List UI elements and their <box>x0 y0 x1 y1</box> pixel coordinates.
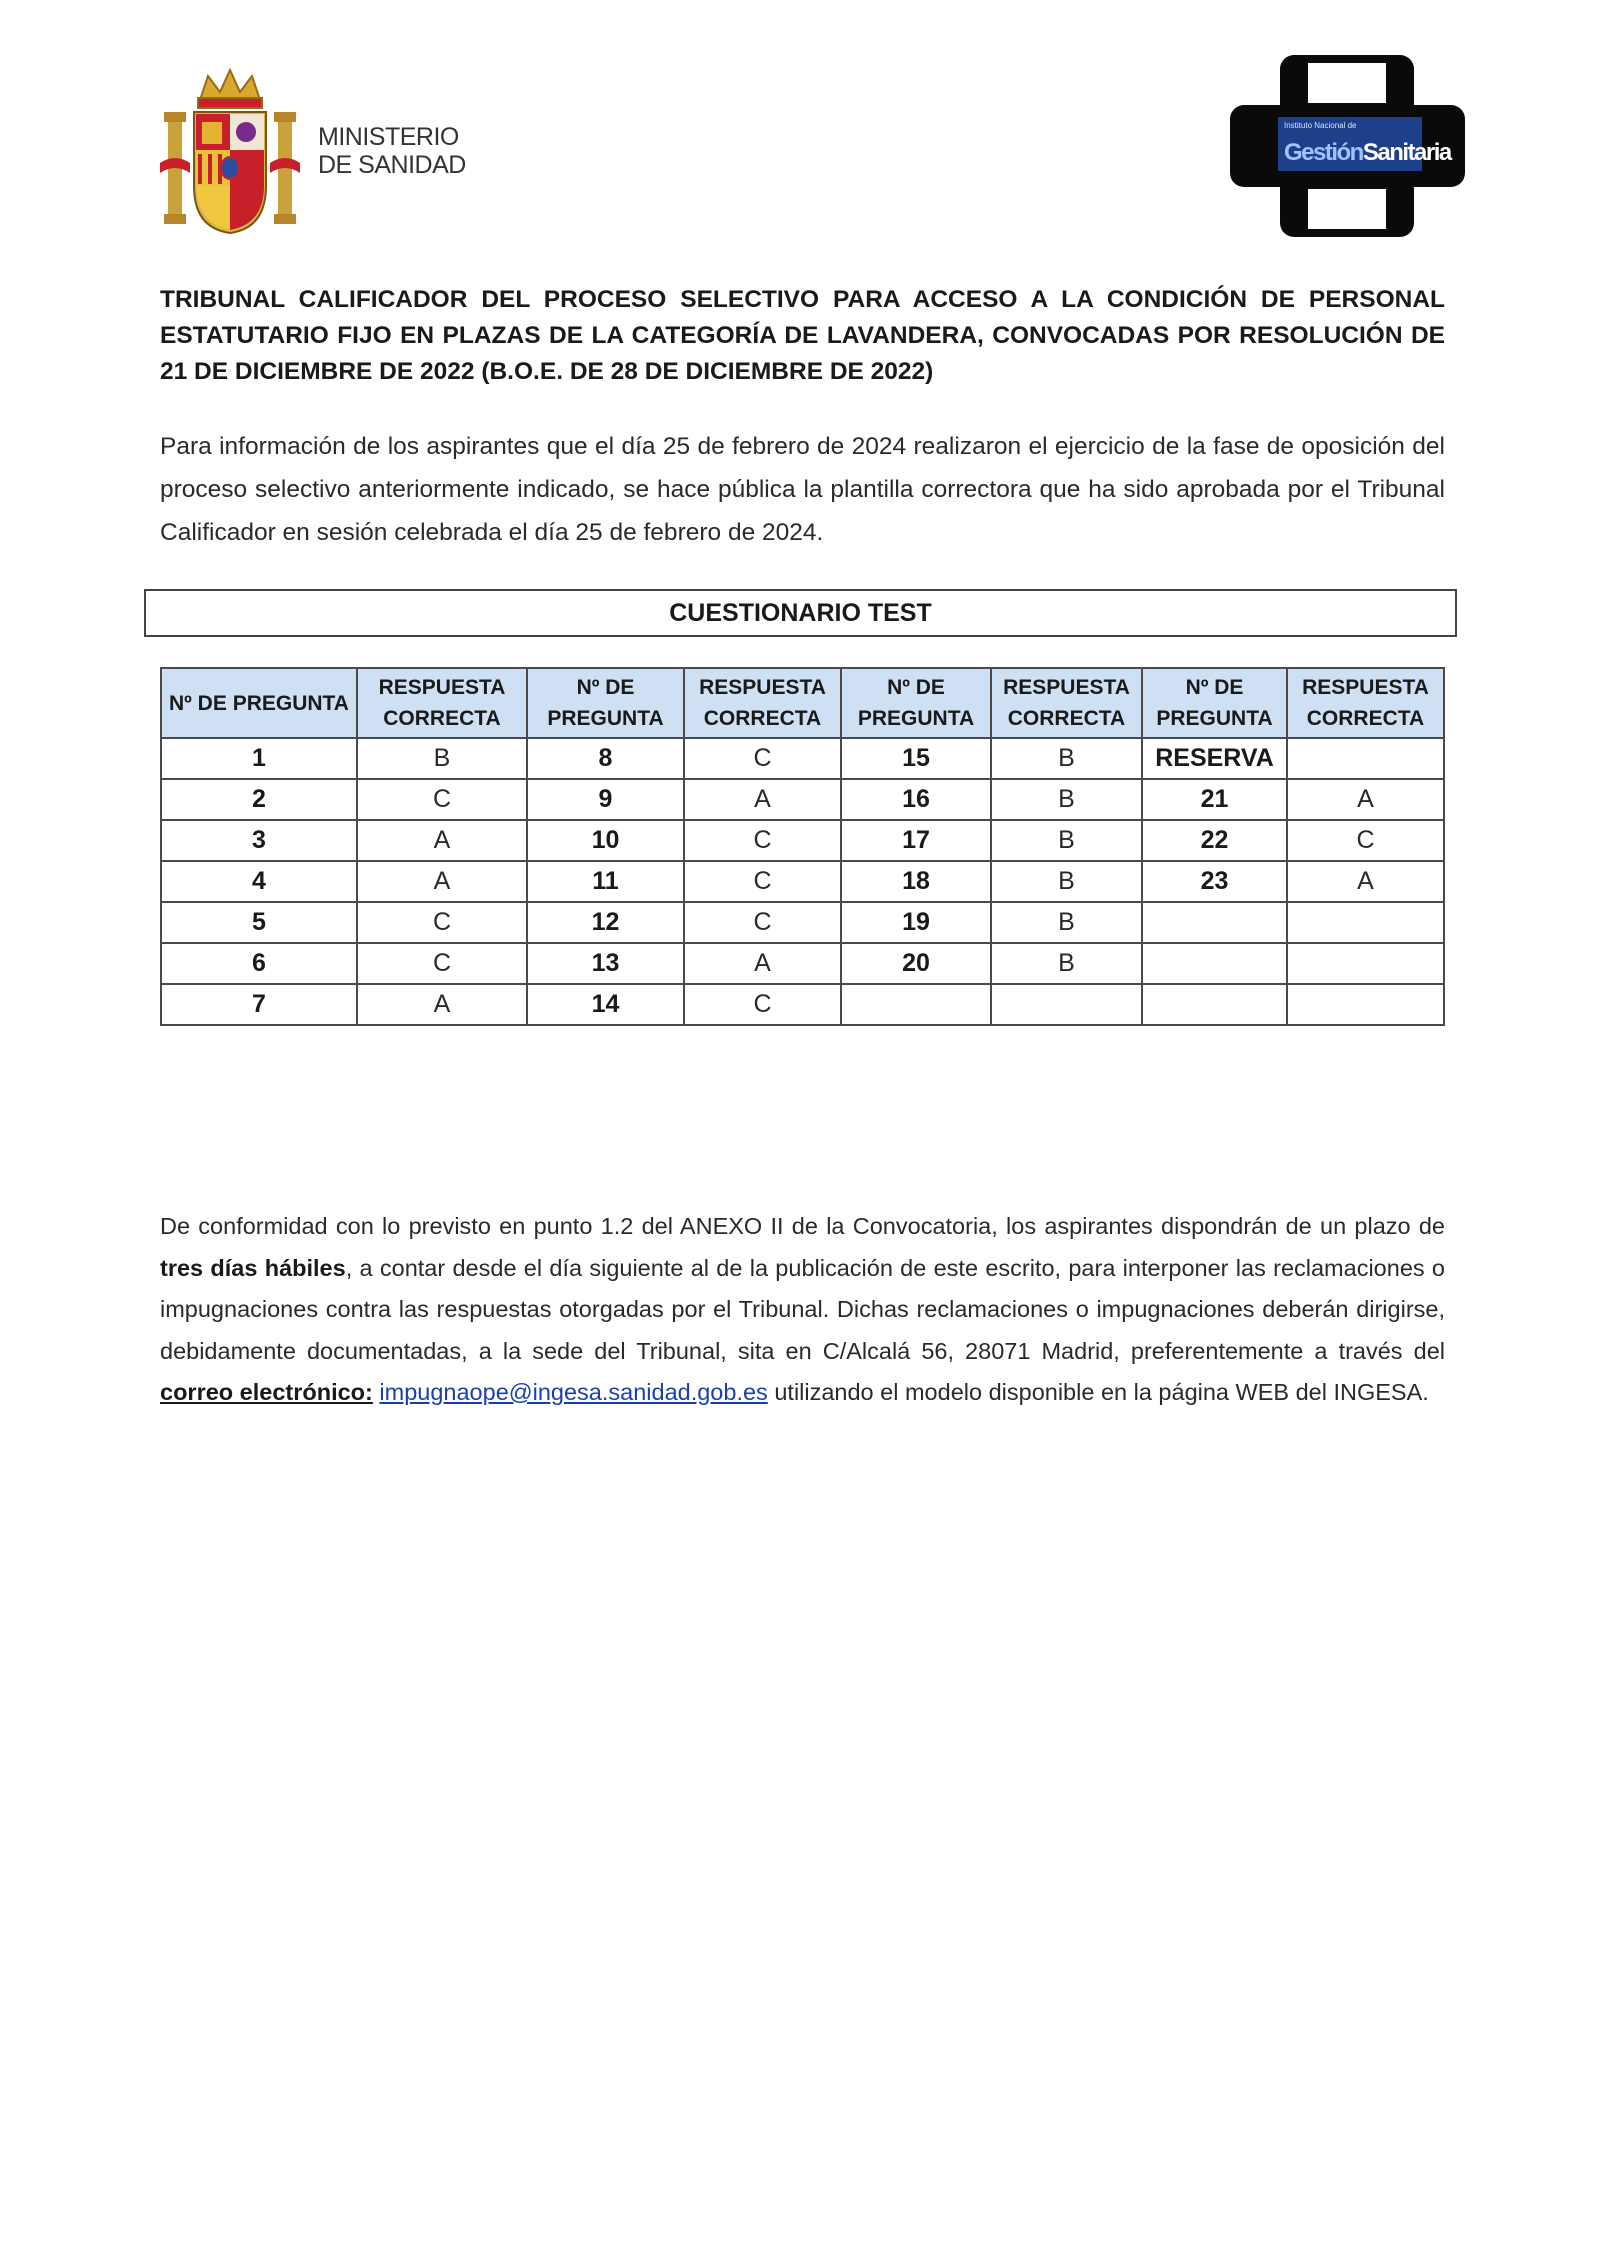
column-header: RESPUESTA CORRECTA <box>1287 668 1444 738</box>
answer-cell: C <box>684 820 841 861</box>
question-number-cell: 14 <box>527 984 684 1025</box>
question-number-cell: 21 <box>1142 779 1287 820</box>
question-number-cell: 7 <box>161 984 357 1025</box>
ministry-line-1: MINISTERIO <box>318 123 459 151</box>
question-number-cell <box>841 984 991 1025</box>
section-title: CUESTIONARIO TEST <box>669 598 932 627</box>
footer-text-1: De conformidad con lo previsto en punto 1.2 del ANEXO II de la Convocatoria, los aspirantes dispondrán de un plazo de <box>160 1213 1445 1239</box>
answer-cell: A <box>684 779 841 820</box>
question-number-cell <box>1142 984 1287 1025</box>
answer-cell: C <box>1287 820 1444 861</box>
answer-cell: A <box>684 943 841 984</box>
question-number-cell: 10 <box>527 820 684 861</box>
footer-text-3: utilizando el modelo disponible en la página WEB del INGESA. <box>767 1379 1429 1405</box>
question-number-cell: 3 <box>161 820 357 861</box>
question-number-cell: 8 <box>527 738 684 779</box>
table-row <box>161 902 1444 943</box>
ministry-line-2: DE SANIDAD <box>318 151 466 179</box>
answer-cell: B <box>991 943 1142 984</box>
question-number-cell: 19 <box>841 902 991 943</box>
answer-cell <box>1287 943 1444 984</box>
table-row <box>161 861 1444 902</box>
table-row <box>161 738 1444 779</box>
answer-cell: A <box>357 820 527 861</box>
document-title: TRIBUNAL CALIFICADOR DEL PROCESO SELECTIVO PARA ACCESO A LA CONDICIÓN DE PERSONAL ESTATUTARIO FIJO EN PLAZAS DE LA CATEGORÍA DE LAVANDERA, CONVOCADAS POR RESOLUCIÓN DE 21 DE DICIEMBRE DE 2022 (B.O.E. DE 28 DE DICIEMBRE DE 2022) <box>160 286 1445 385</box>
column-header: Nº DE PREGUNTA <box>841 668 991 738</box>
answer-cell <box>991 984 1142 1025</box>
email-link[interactable]: impugnaope@ingesa.sanidad.gob.es <box>379 1379 768 1405</box>
question-number-cell: 9 <box>527 779 684 820</box>
question-number-cell: 16 <box>841 779 991 820</box>
question-number-cell: 4 <box>161 861 357 902</box>
answer-cell <box>1287 902 1444 943</box>
ingesa-big-text <box>1284 139 1451 167</box>
email-label: correo electrónico: <box>160 1379 373 1405</box>
footer-text-2: , a contar desde el día siguiente al de la publicación de este escrito, para interponer las reclamaciones o impugnaciones contra las respuestas otorgadas por el Tribunal. Dichas reclamaciones o impugnaciones deberán dirigirse, debidamente documentadas, a la sede del Tribunal, sita en C/Alcalá 56, 28071 Madrid, preferentemente a través del <box>160 1254 1445 1364</box>
table-header-row <box>161 668 1444 738</box>
question-number-cell: 6 <box>161 943 357 984</box>
answer-cell: B <box>991 902 1142 943</box>
answer-cell: C <box>684 984 841 1025</box>
answer-cell: C <box>357 779 527 820</box>
question-number-cell: 18 <box>841 861 991 902</box>
column-header: Nº DE PREGUNTA <box>1142 668 1287 738</box>
question-number-cell: 13 <box>527 943 684 984</box>
table-row <box>161 943 1444 984</box>
answer-cell: B <box>357 738 527 779</box>
question-number-cell: 22 <box>1142 820 1287 861</box>
answer-cell: C <box>357 943 527 984</box>
table-row <box>161 779 1444 820</box>
intro-paragraph: Para información de los aspirantes que el día 25 de febrero de 2024 realizaron el ejercicio de la fase de oposición del proceso selectivo anteriormente indicado, se hace pública la plantilla correctora que ha sido aprobada por el Tribunal Calificador en sesión celebrada el día 25 de febrero de 2024. <box>160 433 1445 546</box>
answer-cell: C <box>357 902 527 943</box>
column-header: Nº DE PREGUNTA <box>527 668 684 738</box>
question-number-cell: 5 <box>161 902 357 943</box>
column-header: RESPUESTA CORRECTA <box>357 668 527 738</box>
answer-key-table <box>160 667 1445 1026</box>
question-number-cell: 2 <box>161 779 357 820</box>
coat-of-arms-icon <box>160 68 300 238</box>
table-row <box>161 984 1444 1025</box>
answer-cell: C <box>684 861 841 902</box>
ministerio-sanidad-logo <box>160 68 480 238</box>
ingesa-word-2: Sanitaria <box>1362 139 1451 166</box>
answer-cell: B <box>991 738 1142 779</box>
answer-cell: B <box>991 779 1142 820</box>
ingesa-word-1: Gestión <box>1284 139 1363 166</box>
ingesa-wordmark <box>1278 117 1451 171</box>
question-number-cell: 1 <box>161 738 357 779</box>
ministry-name <box>318 123 466 179</box>
question-number-cell: 12 <box>527 902 684 943</box>
ingesa-small-text: Instituto Nacional de <box>1284 121 1357 130</box>
reserva-label-cell: RESERVA <box>1142 738 1287 779</box>
answer-cell: B <box>991 861 1142 902</box>
table-row <box>161 820 1444 861</box>
column-header: RESPUESTA CORRECTA <box>991 668 1142 738</box>
answer-cell: A <box>357 861 527 902</box>
answer-cell <box>1287 738 1444 779</box>
section-title-box <box>144 589 1457 637</box>
question-number-cell: 17 <box>841 820 991 861</box>
column-header: RESPUESTA CORRECTA <box>684 668 841 738</box>
question-number-cell: 15 <box>841 738 991 779</box>
answer-cell: B <box>991 820 1142 861</box>
answer-cell: A <box>1287 861 1444 902</box>
answer-cell: A <box>1287 779 1444 820</box>
deadline-term: tres días hábiles <box>160 1254 346 1281</box>
ingesa-logo <box>1230 55 1465 237</box>
question-number-cell: 20 <box>841 943 991 984</box>
footer-paragraph <box>160 1206 1445 1414</box>
answer-cell <box>1287 984 1444 1025</box>
question-number-cell <box>1142 943 1287 984</box>
answer-cell: C <box>684 902 841 943</box>
question-number-cell: 11 <box>527 861 684 902</box>
question-number-cell: 23 <box>1142 861 1287 902</box>
answer-cell: C <box>684 738 841 779</box>
question-number-cell <box>1142 902 1287 943</box>
column-header: Nº DE PREGUNTA <box>161 668 357 738</box>
answer-cell: A <box>357 984 527 1025</box>
